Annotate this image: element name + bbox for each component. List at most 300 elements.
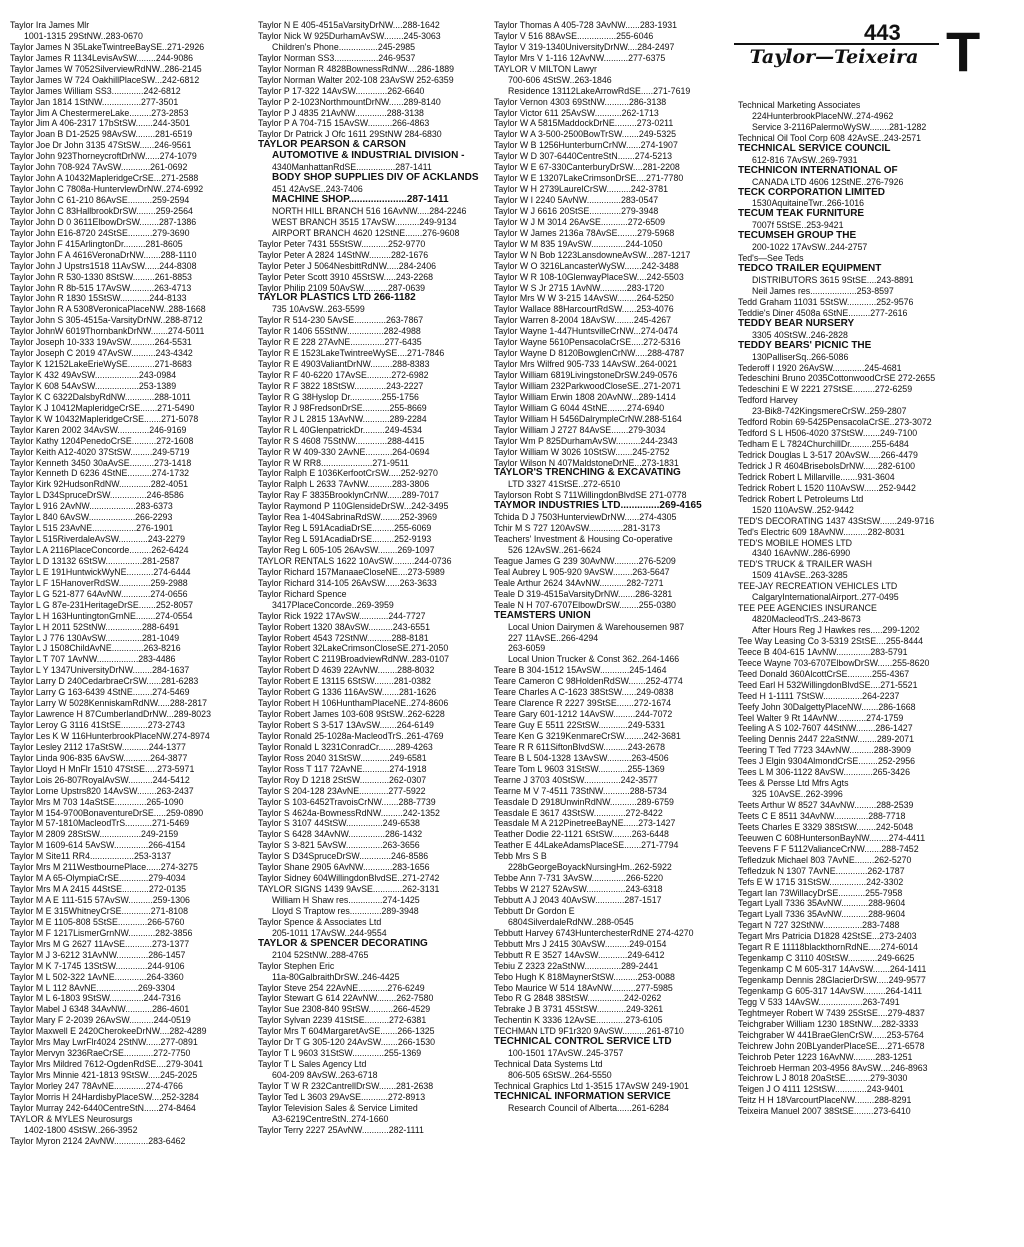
listing-entry: Taylor L 515RiverdaleAvSW............243-2279 — [10, 534, 186, 545]
listing-entry: Taylor Dr T G 305-120 24AvSW.......266-1530 — [258, 1037, 436, 1048]
listing-entry: Taylor K J 10412MapleridgeCrSE.......271-5490 — [10, 402, 195, 413]
listing-entry: Teeuwen C 608HuntersonBayNW........274-4411 — [738, 832, 926, 843]
listing-entry: Taylor James William SS3.............242-6812 — [10, 85, 181, 96]
listing-entry: Taylor K 608 54AvSW..................253-1389 — [10, 380, 177, 391]
listing-entry: 263-6059 — [508, 643, 546, 654]
listing-entry: Teague James G 239 30AvNW..........276-5209 — [494, 555, 676, 566]
listing-entry: Taylor Les K W 116HunterbrookPlaceNW.274-8974 — [10, 730, 210, 741]
listing-entry: Taylor W J 6616 20StSE.............279-3948 — [494, 205, 659, 216]
listing-entry: Taylor Norman Walter 202-108 23AvSW 252-6359 — [258, 74, 454, 85]
page-number: 443 — [864, 20, 901, 45]
listing-entry: Taylor Murray 242-6440CentreStN......274-8464 — [10, 1102, 196, 1113]
listing-entry: Teed Earl H 532WillingdonBlvdSE....271-5521 — [738, 679, 918, 690]
listing-entry: Taylor Robert H 106HunthamPlaceNE..274-8606 — [258, 698, 449, 709]
listing-entry: TECHNICAL SERVICE COUNCIL — [738, 143, 891, 154]
listing-entry: Taylor W J M 3014 26AvSE...........272-6509 — [494, 216, 665, 227]
listing-entry: Taylor Robert C 2119BroadviewRdNW..283-0107 — [258, 654, 450, 665]
listing-entry: Tegart N 727 32StNW................283-7488 — [738, 920, 900, 931]
listing-entry: Taylor Robert E 13115 6StSW........281-0382 — [258, 676, 431, 687]
listing-entry: Taylor Rick 1922 17AvSW............244-7727 — [258, 610, 426, 621]
listing-entry: Taylor M L 502-322 1AvNE.............264-3360 — [10, 971, 184, 982]
listing-entry: Tegenkamp C M 605-317 14AvSW.......264-1411 — [738, 964, 927, 975]
listing-entry: Taylor Mervyn 3236RaeCrSE............272-7750 — [10, 1048, 191, 1059]
listing-entry: Taylor L D34SpruceDrSW...............246-8586 — [10, 490, 184, 501]
listing-entry: Taylor W E 67-330CanterburyDrSW....281-2208 — [494, 162, 680, 173]
listing-entry: 1001-1315 29StNW..283-0670 — [24, 30, 143, 41]
listing-entry: Service 3-2116PalermoWySW........281-1282 — [752, 121, 927, 132]
listing-entry: Taylor Mrs W W 3-215 14AvSW........264-5250 — [494, 293, 674, 304]
listing-entry: Taylor R F 3822 18StSW.............243-2227 — [258, 380, 424, 391]
listing-entry: Teare B 304-1512 15AvSW............245-1464 — [494, 665, 667, 676]
listing-entry: Taylor John C 7808a-HuntervlewDrNW..274-6992 — [10, 184, 204, 195]
listing-entry: Taylor Spence & Associates Ltd — [258, 916, 382, 927]
listing-entry: Taylor M E 315WhitneyCrSE............271-8108 — [10, 905, 188, 916]
listing-entry: Taylor L F 15HanoverRdSW.............259-2988 — [10, 577, 188, 588]
listing-entry: Taylor Ray F 3835BrooklynCrNW......289-7017 — [258, 490, 439, 501]
listing-entry: Taylor K 12152LakeErieWySE...........271-8683 — [10, 359, 192, 370]
listing-entry: Taylor Ira James Mlr — [10, 20, 90, 30]
listing-entry: Taylor M L 112 8AvNE.................269-3304 — [10, 982, 176, 993]
listing-entry: CalgaryInternationalAirport..277-0495 — [752, 592, 899, 603]
listing-entry: Taylor M 154-9700BonaventureDrSE.....259-0890 — [10, 807, 204, 818]
listing-entry: Research Council of Alberta......261-6284 — [508, 1102, 669, 1113]
listing-entry: Taylor W O 3216LancasterWySW.......242-3488 — [494, 260, 679, 271]
listing-entry: Taylor William J 2727 84AvSE.......279-3034 — [494, 424, 666, 435]
listing-entry: Taylor M L 6-1803 9StSW..............244-7316 — [10, 993, 181, 1004]
listing-entry: Taylor L G 521-877 64AvNW............274-0656 — [10, 588, 188, 599]
listing-entry: Taylor S D34SpruceDrSW.............246-8586 — [258, 851, 429, 862]
listing-entry: Teixeira Manuel 2007 38StSE........273-6410 — [738, 1106, 911, 1117]
listing-entry: Taylor John R A 5308VeronicaPlaceNW..288-1668 — [10, 304, 206, 315]
listing-entry: Taylor Jim A ChestermereLake.........273-2853 — [10, 107, 189, 118]
listing-entry: 11a-80GalbraithDrSW..246-4425 — [272, 971, 400, 982]
listing-entry: Taylor James W 7052SilverviewRdNW..286-2145 — [10, 63, 202, 74]
listing-entry: DISTRIBUTORS 3615 9StSE....243-8891 — [752, 275, 914, 285]
listing-entry: TECUMSEH GROUP THE — [738, 231, 857, 242]
listing-entry: Taylor W M 835 19AvSW..............244-1050 — [494, 238, 663, 249]
listing-entry: Taylor Sylvan 2239 41StSE..........272-6381 — [258, 1015, 427, 1026]
listing-entry: Lloyd S Traptow res.............289-3948 — [272, 905, 419, 916]
listing-entry: Teale D 319-4515aVarsityDrNW.......286-3281 — [494, 588, 673, 599]
listing-entry: Taylor S 3107 44StSW...............249-6538 — [258, 818, 420, 829]
listing-entry: Taylor Mrs Minnie 421-1813 9StSW.....245-2025 — [10, 1070, 198, 1080]
section-letter: T — [946, 20, 981, 83]
listing-entry: Tebbutt Harvey 6743HunterchesterRdNE 274-4270 — [494, 927, 694, 938]
listing-entry: Taylor Norman SS3..................246-9537 — [258, 52, 416, 63]
listing-entry: Taylor S 103-6452TravoisCrNW.......288-7739 — [258, 796, 436, 807]
listing-entry: Taylor L A 2116PlaceConcorde.........262-6424 — [10, 545, 189, 555]
listing-entry: Taylor Stewart G 614 22AvNW........262-7580 — [258, 993, 434, 1004]
listing-entry: Taylor Terry 2227 25AvNW...........282-1111 — [258, 1124, 424, 1135]
listing-entry: Teasdale M A 212PinetreeBayNE......273-1427 — [494, 818, 676, 829]
listing-entry: Taylor Leroy G 3116 41StSE...........273-2743 — [10, 720, 185, 730]
listing-entry: Taylor W A 5815MaddockDrNE.........273-0211 — [494, 118, 674, 129]
listing-entry: Taylor Ross T 117 72AvNE...........274-1918 — [258, 763, 427, 774]
listing-entry: 228bGeorgeBoyackNursingHm..262-5922 — [508, 862, 672, 873]
listing-entry: Tebbutt A J 2043 40AvSW............287-1517 — [494, 895, 662, 905]
listing-entry: 1530AquitaineTwr..266-1016 — [752, 198, 865, 209]
listing-entry: Taylor M 57-1810MacleodTrS...........271-5469 — [10, 818, 190, 829]
listing-entry: Taylor R J L 2815 13AvNW...........289-2284 — [258, 413, 427, 424]
listing-entry: Taylor Mrs M 703 14aStSE.............265-1090 — [10, 796, 184, 807]
listing-entry: Tees & Persse Ltd Mfrs Agts — [738, 778, 849, 789]
listing-entry: Ted's—See Teds — [738, 253, 804, 264]
listing-entry: Tearne M V 7-4511 73StNW...........288-5734 — [494, 785, 667, 796]
listing-entry: Taylor Steve 254 22AvNE............276-6249 — [258, 982, 425, 993]
listing-entry: 612-816 7AvSW..269-7931 — [752, 154, 858, 165]
listing-entry: Taylor Joseph C 2019 47AvSW..........243-4342 — [10, 348, 193, 359]
listing-entry: Taylor L T 707 1AvNW.................283-4486 — [10, 654, 176, 665]
listing-entry: 3417PlaceConcorde..269-3959 — [272, 599, 394, 610]
listing-entry: Technical Oil Tool Corp 608 42AvSE..243-2571 — [738, 132, 922, 143]
listing-entry: 604-209 8AvSW..263-6718 — [272, 1070, 378, 1080]
listing-entry: 4340 16AvNW..286-6990 — [752, 548, 851, 559]
listing-entry: Tegart Lyall 7336 35AvNW...........288-9604 — [738, 909, 906, 920]
listing-entry: Tebo Maurice W 514 18AvNW..........277-5985 — [494, 982, 673, 993]
listing-entry: Taylor Ross 2040 31StSW............249-6581 — [258, 752, 427, 763]
listing-entry: Taylor Karen 2002 34AvSW.............246-9169 — [10, 424, 187, 435]
listing-entry: Taylor Robert D 4639 22AvNW........288-8032 — [258, 665, 435, 676]
listing-entry: Taylor L 840 6AvSW...................266-2293 — [10, 512, 173, 523]
listing-entry: LTD 3327 41StSE..272-6510 — [508, 479, 621, 490]
listing-entry: Taylor Mrs Mildred 7612-OgdenRdSE....279-3041 — [10, 1059, 204, 1070]
listing-entry: Teering T Ted 7723 34AvNW..........288-3909 — [738, 745, 911, 756]
listing-entry: Taylor James R 1134LevisAvSW........244-9086 — [10, 52, 194, 63]
listing-entry: Tegenkamp G 605-317 14AvSW.........264-1411 — [738, 985, 923, 996]
listing-entry: Taylor R J 98FredsonDrSE...........255-8669 — [258, 402, 427, 413]
listing-entry: MACHINE SHOP.....................287-1411 — [272, 195, 449, 205]
listing-entry: Taylor Ralph L 2633 7AvNW..........283-3806 — [258, 479, 430, 490]
listing-entry: BODY SHOP SUPPLIES DIV OF ACKLANDS — [272, 173, 479, 184]
listing-entry: Taylor Larry D 240CedarbraeCrSW......281-6283 — [10, 676, 199, 687]
listing-column-4 — [738, 100, 1018, 1117]
listing-entry: Taylor Myron 2124 2AvNW..............283-6462 — [10, 1135, 186, 1146]
listing-entry: Taylor M 1609-614 5AvSW..............266-4154 — [10, 840, 186, 851]
listing-entry: Taylor John S 305-4515a-VarsityDrNW..288-8712 — [10, 315, 203, 326]
listing-entry: Taylor L 916 2AvNW...................283-6373 — [10, 501, 173, 512]
listing-entry: Taylor R 514-230 5AvSE.............263-7867 — [258, 315, 424, 326]
listing-entry: Taylor W R 108-10GlenwayPlaceSW....242-5503 — [494, 271, 684, 282]
listing-entry: Taylor Mrs V 1-116 12AvNW..........277-6375 — [494, 52, 666, 63]
listing-entry: Taylor Lawrence H 87CumberlandDrNW...289-8023 — [10, 709, 211, 720]
listing-entry: Taylor R E 4903ValiantDrNW.........288-8383 — [258, 359, 430, 370]
listing-entry: Taylor Stephen Eric — [258, 960, 335, 971]
listing-entry: TECHNICAL CONTROL SERVICE LTD — [494, 1037, 672, 1048]
listing-entry: TECK CORPORATION LIMITED — [738, 187, 886, 198]
listing-entry: Taylor Joan B D1-2525 98AvSW........281-6519 — [10, 129, 193, 140]
listing-entry: Taylor John F 415ArlingtonDr.........281-8605 — [10, 238, 183, 249]
listing-entry: TECHNICAL INFORMATION SERVICE — [494, 1091, 671, 1102]
listing-entry: TEE-JAY RECREATION VEHICLES LTD — [738, 581, 898, 592]
listing-entry: Taylor Robert 1320 38AvSW..........243-6551 — [258, 621, 430, 632]
listing-entry: WEST BRANCH 3515 17AvSW..........249-9134 — [272, 216, 457, 227]
listing-entry: Taylor T L Sales Agency Ltd — [258, 1059, 367, 1070]
listing-entry: Taylor M E 1105-808 5StSE............266-5760 — [10, 916, 185, 927]
listing-entry: Taylor Raymond P 110GlensideDrSW...242-3495 — [258, 501, 449, 512]
listing-entry: Taylor Kathy 1204PenedoCrSE..........272-1608 — [10, 435, 194, 446]
listing-entry: Teal Aubrey L 905-920 9AvSW........263-5647 — [494, 566, 670, 577]
listing-entry: Teasdale E 3617 43StSW.............272-8422 — [494, 807, 663, 818]
listing-entry: Tedford Harvey — [738, 395, 798, 406]
listing-entry: Tebbe Ann 7-731 3AvSW..............266-5220 — [494, 873, 664, 884]
listing-entry: TECHNICON INTERNATIONAL OF — [738, 165, 898, 176]
listing-entry: 1402-1800 4StSW..266-3952 — [24, 1124, 138, 1135]
listing-entry: Tedd Graham 11031 5StSW............252-9576 — [738, 296, 914, 307]
listing-entry: Teare Cameron C 98HoldenRdSW.......252-4774 — [494, 676, 683, 687]
listing-entry: Taylor Richard 314-105 26AvSW......263-3633 — [258, 577, 437, 588]
listing-entry: Taylor R G 38Hyslop Dr.............255-1756 — [258, 391, 419, 402]
listing-entry: Taylor R W 409-330 2AvNE...........264-0694 — [258, 446, 430, 457]
listing-entry: Tefledzuk Michael 803 7AvNE........262-5270 — [738, 854, 912, 865]
listing-entry: Taylor James W 724 OakhillPlaceSW...242-6812 — [10, 74, 200, 85]
listing-entry: Tchir M S 727 120AvSW..............281-3173 — [494, 523, 661, 534]
listing-entry: Tegart Ian 73WillacyDrSE...........255-7958 — [738, 887, 903, 898]
listing-entry: Taylor L D 13132 6StSW...............281-2587 — [10, 555, 180, 566]
listing-entry: Taylor S 6428 34AvNW...............286-1432 — [258, 829, 423, 840]
listing-entry: Taylor W I 2240 5AvNW..............283-0547 — [494, 195, 659, 205]
listing-entry: Taylor R S 4608 75StNW.............288-4415 — [258, 435, 425, 446]
listing-entry: Teddie's Diner 4508a 6StNE.........277-2616 — [738, 307, 908, 318]
listing-entry: Teachers' Investment & Housing Co-operative — [494, 534, 673, 545]
listing-entry: 6804SilverdaleRdNW..288-0545 — [508, 916, 634, 927]
listing-entry: TAYLOR V MILTON Lawyr — [494, 63, 597, 74]
listing-entry: Tederoff I 1920 26AvSW.............245-4681 — [738, 362, 902, 373]
listing-entry: Taylor Rea 1-404SabrinaRdSW........252-3969 — [258, 512, 437, 523]
listing-entry: Technical Graphics Ltd 1-3515 17AvSW 249-1901 — [494, 1080, 689, 1091]
listing-entry: Taylor Kenneth D 6236 4StNE..........274-1732 — [10, 468, 189, 479]
name-range-guide: Taylor—Teixeira — [749, 46, 919, 68]
listing-entry: Taylor JohnW 6019ThornbankDrNW.......274-5011 — [10, 326, 205, 337]
listing-entry: Taylor Victor 611 25AvSW...........262-1713 — [494, 107, 659, 118]
listing-entry: Taylor Wayne 1-447HuntsvilleCrNW...274-0474 — [494, 326, 678, 337]
listing-entry: Tedrick Douglas L 3-517 20AvSW.....266-4479 — [738, 450, 918, 460]
listing-entry: Tebbutt Mrs J 2415 30AvSW..........249-0154 — [494, 938, 667, 949]
listing-entry: TED'S DECORATING 1437 43StSW.......249-9716 — [738, 515, 935, 526]
listing-entry: Tebbutt R E 3527 14AvSW............249-6412 — [494, 949, 665, 960]
listing-entry: TEE PEE AGENCIES INSURANCE — [738, 603, 877, 614]
listing-entry: 735 10AvSW..263-5599 — [272, 304, 365, 315]
listing-entry: Taylorson Robt S 711WillingdonBlvdSE 271-0778 — [494, 490, 687, 501]
listing-entry: Taylor William G 6044 4StNE........274-6940 — [494, 402, 665, 413]
listing-entry: Teare Charles A C-1623 38StSW......249-0838 — [494, 687, 674, 698]
listing-entry: Teel Walter 9 Rt 14AvNW............274-1759 — [738, 712, 904, 723]
listing-entry: Taylor R L 40GlenpatrickDr.........249-4534 — [258, 424, 422, 435]
listing-entry: Taylor John F A 4616VeronaDrNW.......288-1110 — [10, 249, 197, 260]
listing-entry: Tee Way Leasing Co 3-5319 2StSE....255-8444 — [738, 635, 924, 646]
listing-entry: Teeling Dennis 2447 22aStNW........289-2071 — [738, 734, 915, 745]
listing-entry: AUTOMOTIVE & INDUSTRIAL DIVISION - — [272, 151, 465, 162]
listing-entry: Tedrick Robert L Petroleums Ltd — [738, 493, 864, 504]
listing-entry: Teed H 1-1111 7StSW................264-2237 — [738, 690, 900, 701]
listing-entry: Taylor John J Upstrs1518 11AvSW......244-8308 — [10, 260, 197, 271]
listing-entry: Taylor William W 3026 10StSW.......245-2752 — [494, 446, 670, 457]
listing-entry: Taylor W S Jr 2715 1AvNW...........283-1720 — [494, 282, 664, 293]
listing-entry: Taylor Lois 26-807RoyalAvSW..........244-5412 — [10, 774, 190, 785]
listing-entry: Taylor L H 163HuntingtonGrnNE........274-0554 — [10, 610, 193, 621]
listing-entry: Teasdale D 2918UnwinRdNW...........289-6759 — [494, 796, 674, 807]
listing-entry: 130PalliserSq..266-5086 — [752, 351, 849, 362]
listing-entry: Taylor Wayne 5610PensacolaCrSE.....272-5316 — [494, 337, 681, 348]
listing-entry: 23-Bik8-742KingsmereCrSW..259-2807 — [752, 406, 907, 417]
listing-entry: Taylor Lloyd H MnFlr 1510 47StSE.....273-5971 — [10, 763, 195, 774]
listing-entry: TEDDY BEAR NURSERY — [738, 318, 855, 329]
listing-entry: Taylor Wilson N 407MaldstoneDrNE...273-1831 — [494, 457, 679, 468]
listing-entry: Teale Arthur 2624 34AvNW...........282-7271 — [494, 577, 664, 588]
listing-entry: Taylor L E 191HuntwickWyNE...........274-6444 — [10, 566, 191, 577]
listing-entry: Taylor Reg L 591AcadiaDrSE.........255-6069 — [258, 523, 432, 534]
listing-entry: Taylor Sue 2308-840 9StSW..........266-4529 — [258, 1004, 431, 1015]
listing-entry: Taylor John C 83HallbrookDrSW........259-2564 — [10, 205, 193, 216]
listing-entry: Taylor Mary F 2-2039 26AvSW..........244-0519 — [10, 1015, 191, 1026]
listing-entry: Taylor Richard Spence — [258, 588, 347, 599]
listing-entry: Taylor Mrs M A 2415 44StSE...........272-0135 — [10, 884, 187, 895]
listing-entry: Taylor Larry G 163-6439 4StNE........274-5469 — [10, 687, 190, 698]
listing-entry: Taylor Peter J 5064NesbittRdNW.....284-2406 — [258, 260, 436, 271]
listing-entry: Taylor S 204-128 23AvNE............277-5922 — [258, 785, 426, 796]
listing-entry: 7007f 5StSE..253-9421 — [752, 220, 844, 231]
listing-entry: Taylor M J 3-6212 31AvNW.............286-1457 — [10, 949, 186, 960]
listing-entry: Tedford Robin 69-5425PensacolaCrSE..273-3072 — [738, 417, 932, 428]
listing-entry: Tegenkamp C 3110 40StSW............249-6625 — [738, 953, 915, 964]
listing-entry: Taylor Joseph 10-333 19AvSW..........264-5531 — [10, 337, 192, 348]
listing-entry: TECUM TEAK FURNITURE — [738, 209, 865, 220]
listing-entry: Taylor John A 10432MapleridgeCrSE...271-2588 — [10, 173, 199, 184]
listing-entry: Tees L M 306-1122 8AvSW............265-3426 — [738, 767, 910, 778]
listing-entry: Taylor Ted L 3603 29AvSE...........272-8913 — [258, 1091, 426, 1102]
listing-entry: Taylor Ronald L 3231ConradCr.......289-4263 — [258, 741, 433, 752]
listing-entry: CANADA LTD 4606 12StNE..276-7926 — [752, 176, 904, 187]
listing-entry: Taylor Jim A 406-2317 17bStSW.......244-3501 — [10, 118, 190, 129]
listing-entry: Tebrake J B 3731 45StSW............249-3261 — [494, 1004, 664, 1015]
listing-entry: Taylor V 516 88AvSE................255-6046 — [494, 30, 654, 41]
listing-entry: Taylor P J 4835 21AvNW.............288-3138 — [258, 107, 424, 118]
listing-entry: Teare Gary 601-1212 14AvSW.........244-7072 — [494, 709, 673, 720]
listing-entry: Teichgraber W 441BraeGlenCrSW......253-5764 — [738, 1029, 924, 1040]
listing-entry: Taylor Peter 7431 55StSW...........252-9770 — [258, 238, 426, 249]
listing-entry: Taylor Robert 4543 72StNW..........288-8181 — [258, 632, 429, 643]
listing-entry: Technical Data Systems Ltd — [494, 1059, 603, 1070]
listing-entry: Taylor Reg L 591AcadiaDrSE.........252-9193 — [258, 534, 432, 545]
listing-entry: Teale N H 707-6707ElbowDrSW........255-0380 — [494, 599, 676, 610]
listing-entry: Teeling A S 102-7607 44StNW........286-1427 — [738, 723, 913, 734]
listing-entry: Teare Ken G 3219KenmareCrSW........242-3681 — [494, 730, 681, 741]
listing-entry: Taylor Linda 906-835 6AvSW...........264-3877 — [10, 752, 188, 763]
listing-entry: 325 10AvSE..262-3996 — [752, 789, 843, 800]
listing-entry: Taylor Joe Dr John 3135 47StSW......246-9561 — [10, 140, 192, 151]
listing-entry: NORTH HILL BRANCH 516 16AvNW.....284-2246 — [272, 205, 467, 216]
listing-entry: Taylor W N Bob 1223LansdowneAvSW...287-1217 — [494, 249, 691, 260]
listing-entry: Taylor W H 2739LaurelCrSW..........242-3781 — [494, 184, 669, 195]
listing-entry: Teare B L 504-1328 13AvSW..........263-4506 — [494, 752, 669, 763]
listing-entry: Teather Dodie 22-1121 6StSW........263-6448 — [494, 829, 669, 840]
listing-entry: Teigen J O 4111 12StSW.............243-9401 — [738, 1084, 904, 1095]
listing-entry: Taylor Warren 8-2004 18AvSW........245-4267 — [494, 315, 672, 326]
listing-entry: Local Union Dairymen & Warehousemen 987 — [508, 621, 685, 632]
listing-entry: Local Union Trucker & Const 362..264-1466 — [508, 654, 680, 665]
listing-entry: Taylor Jan 1814 1StNW................277-3501 — [10, 96, 179, 107]
listing-entry: Taylor Dr Patrick J Ofc 1611 29StNW 284-6830 — [258, 129, 442, 140]
listing-entry: 224HunterbrookPlaceNW..274-4962 — [752, 110, 894, 121]
listing-entry: Taylor Peter Scott 3910 45StSW.....243-2268 — [258, 271, 434, 282]
listing-entry: Taylor Mrs Wilfred 905-733 14AvSW..264-0021 — [494, 359, 678, 370]
listing-entry: A3-6219CentreStN..274-1660 — [272, 1113, 389, 1124]
listing-entry: Taylor Kenneth 3450 30aAvSE..........273-1418 — [10, 457, 192, 468]
listing-entry: Tearne J 3703 40StSW...............242-3577 — [494, 774, 658, 785]
listing-entry: Ted's Electric 609 18AvNW..........282-8031 — [738, 526, 905, 537]
listing-entry: Teare R R 611SiftonBlvdSW..........243-2678 — [494, 741, 665, 752]
listing-entry: Tegenkamp Dennis 28GlacierDrSW.....249-9577 — [738, 975, 926, 985]
listing-entry: Taylor Nick W 925DurhamAvSW........245-3063 — [258, 30, 441, 41]
listing-entry: Tegart Lyall 7336 35AvNW...........288-9604 — [738, 898, 906, 909]
listing-entry: Teevens F F 5112ValianceCrNW.......288-7452 — [738, 843, 919, 854]
listing-entry: 100-1501 17AvSW..245-3757 — [508, 1048, 624, 1059]
listing-entry: Tchida D J 7503HunterviewDrNW......274-4305 — [494, 512, 677, 523]
listing-entry: Tebiu Z 2323 22aStNW...............289-2441 — [494, 960, 659, 971]
listing-entry: Tedford S L H506-4020 37StSW.......249-7100 — [738, 428, 918, 439]
listing-entry: Taylor K C 6322DalsbyRdNW............288-1011 — [10, 391, 191, 402]
listing-entry: Tedrick Robert L Millarville.......931-3604 — [738, 471, 895, 482]
listing-entry: Taylor T L 9603 31StSW.............255-1369 — [258, 1048, 422, 1059]
listing-entry: 4340ManhattanRdSE................287-1411 — [272, 162, 432, 173]
listing-entry: Taylor T W R 232CantrellDrSW.......281-2638 — [258, 1080, 434, 1091]
listing-entry: After Hours Reg J Hawkes res.....299-1202 — [752, 625, 920, 635]
listing-entry: Tedham E L 7824ChurchillDr.........255-6484 — [738, 439, 909, 450]
listing-entry: Taylor M K 7-1745 13StSW.............244-9106 — [10, 960, 185, 971]
listing-entry: Teghtmeyer Robert W 7439 25StSE....279-4837 — [738, 1007, 925, 1018]
listing-entry: Teets C E 8511 34AvNW..............288-7718 — [738, 810, 906, 821]
listing-entry: Taylor K W 10432MapleridgeCrSE.......271-5078 — [10, 413, 199, 424]
listing-column-3 — [494, 20, 730, 1114]
listing-entry: Tees J Elgin 9304AlmondCrSE........252-2956 — [738, 756, 916, 767]
listing-entry: TED'S TRUCK & TRAILER WASH — [738, 559, 872, 570]
listing-entry: Taylor Richard 157ManaaeCloseNE....273-5989 — [258, 566, 445, 577]
listing-entry: Taylor M A 65-OlympiaCrSE............279-4034 — [10, 873, 186, 884]
listing-entry: Taylor L H 2011 52StNW...............288-6491 — [10, 621, 180, 632]
listing-entry: 1520 110AvSW..252-9442 — [752, 504, 854, 515]
listing-entry: Teefy John 30DalgettyPlaceNW.......286-1668 — [738, 701, 916, 712]
listing-entry: TEAMSTERS UNION — [494, 610, 591, 621]
listing-entry: Taylor L J 1508ChildAvNE.............263-8216 — [10, 643, 181, 654]
listing-entry: Taylor John R 1830 15StSW............244-8133 — [10, 293, 187, 304]
listing-entry: Taylor P A 704-715 15AvSW..........266-4863 — [258, 118, 430, 129]
listing-entry: Taylor Robert 32LakeCrimsonCloseSE.271-2050 — [258, 643, 449, 654]
listing-entry: Taylor Kirk 92HudsonRdNW.............282-4051 — [10, 479, 188, 490]
listing-entry: Taylor P 17-322 14AvSW.............262-6640 — [258, 85, 425, 96]
listing-entry: TAYMOR INDUSTRIES LTD..............269-4165 — [494, 501, 702, 512]
listing-entry: Teece B 404-615 1AvNW..............283-5791 — [738, 646, 908, 657]
listing-entry: Taylor Robert James 103-608 9StSW..262-6228 — [258, 709, 445, 720]
listing-entry: Teichgraber William 1230 18StNW....282-3333 — [738, 1018, 919, 1029]
listing-entry: Taylor R W RR8.....................271-9511 — [258, 457, 409, 468]
listing-entry: William H Shaw res..............274-1425 — [272, 895, 420, 905]
listing-entry: Taylor Thomas A 405-728 3AvNW......283-1931 — [494, 20, 678, 30]
listing-entry: Taylor Mrs May LwrFlr4024 2StNW......277-0891 — [10, 1037, 198, 1048]
listing-column-1 — [10, 20, 254, 1147]
listing-entry: Taylor Robert S 3-517 13AvSW.......264-6149 — [258, 720, 434, 730]
listing-entry: Teets Arthur W 8527 34AvNW.........288-2539 — [738, 800, 914, 810]
listing-entry: Taylor Peter A 2824 14StNW.........282-1676 — [258, 249, 429, 260]
listing-entry: Tegg V 533 14AvSW..................263-7491 — [738, 996, 900, 1007]
listing-entry: Taylor Norman R 4828BownessRdNW....286-1889 — [258, 63, 455, 74]
listing-entry: Taylor W A 3-500-2500BowTrSW.......249-5325 — [494, 129, 677, 140]
listing-entry: Children's Phone................245-2985 — [272, 41, 416, 52]
listing-entry: TAYLOR & SPENCER DECORATING — [258, 938, 428, 949]
listing-entry: Taylor W E 13207LakeCrimsonDrSE....271-7780 — [494, 173, 684, 184]
listing-entry: Taylor Mrs M 211WestbournePlace......274-3275 — [10, 862, 198, 873]
listing-entry: Taylor M Site11 RR4..................253-3137 — [10, 851, 172, 862]
listing-entry: Taylor Wm P 825DurhamAvSW..........244-2343 — [494, 435, 678, 446]
listing-entry: Tedrick J R 4604BrisebolsDrNW......282-6100 — [738, 460, 915, 471]
